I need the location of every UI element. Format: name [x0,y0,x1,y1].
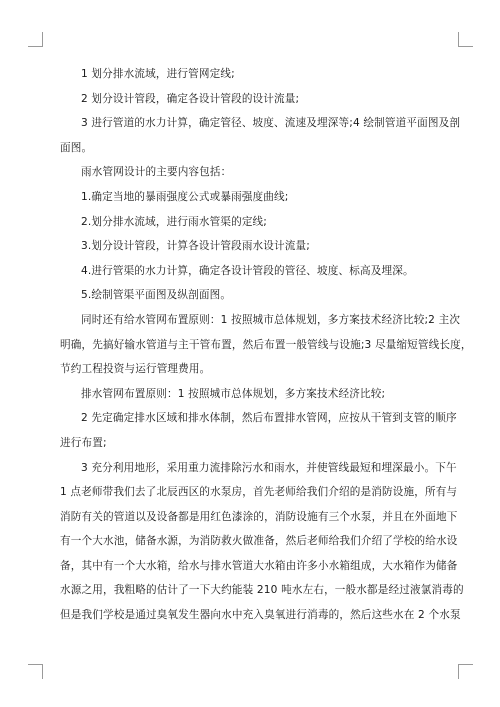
crop-mark-bottom-left [28,664,43,679]
text-line: 有一个大水池，储备水源，为消防救火做准备，然后老师给我们介绍了学校的给水设 [60,535,458,548]
paragraph [60,456,464,628]
crop-mark-top-right [458,32,473,47]
text-line: 2 划分设计管段，确定各设计管段的设计流量; [81,92,300,105]
crop-mark-bottom-right [458,664,473,679]
paragraph [60,234,444,259]
text-line: 3 充分利用地形，采用重力流排除污水和雨水，并使管线最短和埋深最小。下午 [81,461,457,474]
text-line: 3 进行管道的水力计算，确定管径、坡度、流速及埋深等;4 绘制管道平面图及剖 [81,117,461,130]
text-line: 雨水管网设计的主要内容包括： [81,166,232,179]
document-body [60,62,472,628]
paragraph [60,62,444,87]
text-line: 1.确定当地的暴雨强度公式或暴雨强度曲线; [81,190,289,203]
text-line: 1 点老师带我们去了北辰西区的水泵房，首先老师给我们介绍的是消防设施，所有与 [60,486,458,499]
text-line: 面图。 [60,141,93,154]
paragraph [60,185,444,210]
text-line: 2.划分排水流域，进行雨水管渠的定线; [81,215,268,228]
paragraph [60,283,444,308]
text-line: 但是我们学校是通过臭氧发生器向水中充入臭氧进行消毒的，然后这些水在 2 个水泵 [60,609,461,622]
text-line: 4.进行管渠的水力计算，确定各设计管段的管径、坡度、标高及埋深。 [81,264,414,277]
paragraph [60,382,444,407]
text-line: 水源之用，我粗略的估计了一下大约能装 210 吨水左右，一般水都是经过液氯消毒的 [60,584,464,597]
paragraph [60,259,444,284]
text-line: 3.划分设计管段，计算各设计管段雨水设计流量; [81,240,310,253]
paragraph [60,308,472,382]
crop-mark-top-left [28,32,43,47]
text-line: 备，其中有一个大水箱，给水与排水管道大水箱由许多小水箱组成，大水箱作为储备 [60,559,458,572]
paragraph [60,406,457,455]
paragraph [60,210,444,235]
text-line: 节约工程投资与运行管理费用。 [60,363,211,376]
paragraph [60,111,461,160]
paragraph [60,160,444,185]
text-line: 1 划分排水流域，进行管网定线; [81,68,235,80]
text-line: 消防有关的管道以及设备都是用红色漆涂的，消防设施有三个水泵，并且在外面地下 [60,510,458,523]
text-line: 同时还有给水管网布置原则：1 按照城市总体规划，多方案技术经济比较;2 主次 [81,313,461,326]
text-line: 2 先定确定排水区域和排水体制，然后布置排水管网，应按从干管到支管的顺序 [81,412,457,425]
text-line: 排水管网布置原则：1 按照城市总体规划，多方案技术经济比较; [81,387,386,400]
text-line: 5.绘制管渠平面图及纵剖面图。 [81,289,232,302]
text-line: 进行布置; [60,436,107,449]
text-line: 明确，先搞好输水管道与主干管布置，然后布置一般管线与设施;3 尽量缩短管线长度， [60,338,472,351]
paragraph [60,87,444,112]
